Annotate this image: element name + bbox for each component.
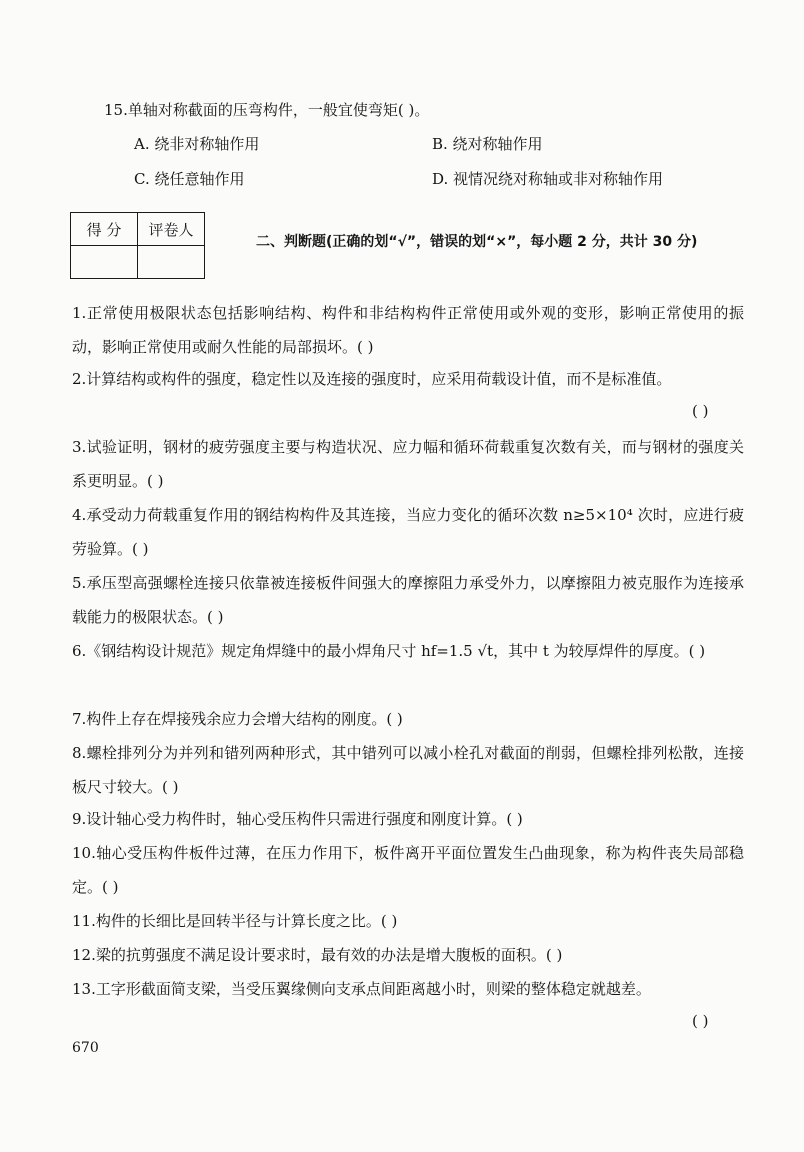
- question-15-option-c: C. 绕任意轴作用: [134, 170, 245, 188]
- question-7: 7.构件上存在焊接残余应力会增大结构的刚度。( ): [72, 710, 403, 728]
- question-1: 1.正常使用极限状态包括影响结构、构件和非结构构件正常使用或外观的变形，影响正常使用的振动，影响正常使用或耐久性能的局部损坏。( ): [72, 304, 744, 356]
- question-4: 4.承受动力荷载重复作用的钢结构构件及其连接，当应力变化的循环次数 n≥5×10⁴ 次时，应进行疲劳验算。( ): [72, 506, 744, 558]
- question-3: 3.试验证明，钢材的疲劳强度主要与构造状况、应力幅和循环荷载重复次数有关，而与钢材的强度关系更明显。( ): [72, 438, 744, 490]
- question-13: 13.工字形截面简支梁，当受压翼缘侧向支承点间距离越小时，则梁的整体稳定就越差。: [72, 980, 651, 998]
- question-6: 6.《钢结构设计规范》规定角焊缝中的最小焊角尺寸 hf=1.5 √t，其中 t 为较厚焊件的厚度。( ): [72, 642, 706, 660]
- question-2: 2.计算结构或构件的强度，稳定性以及连接的强度时，应采用荷载设计值，而不是标准值。: [72, 370, 672, 388]
- question-15-option-d: D. 视情况绕对称轴或非对称轴作用: [432, 170, 664, 188]
- question-15-option-b: B. 绕对称轴作用: [432, 135, 543, 153]
- section-heading: 二、判断题(正确的划“√”，错误的划“×”，每小题 2 分，共计 30 分): [256, 234, 698, 250]
- question-8: 8.螺栓排列分为并列和错列两种形式，其中错列可以减小栓孔对截面的削弱，但螺栓排列松散，连接板尺寸较大。( ): [72, 744, 744, 796]
- grader-cell: [138, 246, 205, 279]
- question-10: 10.轴心受压构件板件过薄，在压力作用下，板件离开平面位置发生凸曲现象，称为构件丧失局部稳定。( ): [72, 844, 744, 896]
- answer-paren-q2: ( ): [692, 402, 709, 420]
- question-15-option-a: A. 绕非对称轴作用: [134, 135, 260, 153]
- question-11: 11.构件的长细比是回转半径与计算长度之比。( ): [72, 912, 398, 930]
- score-label: 得 分: [71, 213, 138, 246]
- score-box: [70, 212, 205, 279]
- answer-paren-q13: ( ): [692, 1012, 709, 1030]
- score-cell: [71, 246, 138, 279]
- question-12: 12.梁的抗剪强度不满足设计要求时，最有效的办法是增大腹板的面积。( ): [72, 946, 563, 964]
- page-number: 670: [72, 1040, 99, 1056]
- question-5: 5.承压型高强螺栓连接只依靠被连接板件间强大的摩擦阻力承受外力，以摩擦阻力被克服作为连接承载能力的极限状态。( ): [72, 574, 744, 626]
- question-9: 9.设计轴心受力构件时，轴心受压构件只需进行强度和刚度计算。( ): [72, 810, 523, 828]
- grader-label: 评卷人: [138, 213, 205, 246]
- question-15-stem: 15.单轴对称截面的压弯构件，一般宜使弯矩( )。: [104, 101, 430, 119]
